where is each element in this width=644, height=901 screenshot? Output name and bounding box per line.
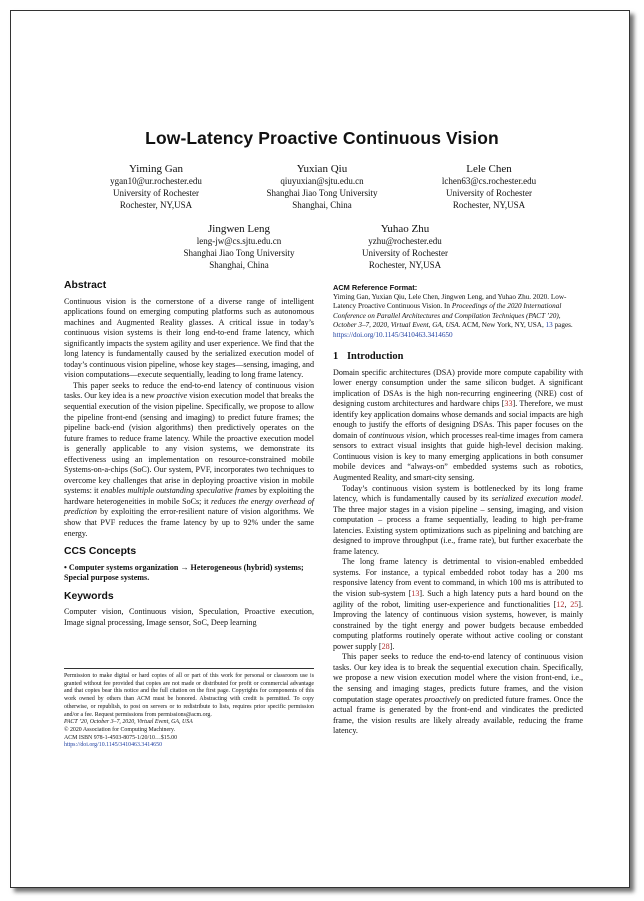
pages-link[interactable]: 13	[545, 321, 553, 329]
author-location: Shanghai, China	[209, 259, 269, 270]
citation-link[interactable]: 12	[556, 599, 565, 609]
author-email[interactable]: yzhu@rochester.edu	[368, 236, 442, 246]
acm-reference	[333, 283, 583, 340]
author-location: Rochester, NY,USA	[119, 199, 193, 210]
permission-notice: Permission to make digital or hard copies of all or part of this work for personal or classroom use is granted without fee provided that copies are not made or distributed for profit or commercial advantage and that copies bear this notice and the full citation on the first page. Copyrights for components of this work owned by others than ACM must be honored. Abstracting with credit is permitted. To copy otherwise, or republish, to post on servers or to redistribute to lists, requires prior specific permission and/or a fee. Request permissions from permissions@acm.org.	[64, 673, 314, 718]
conference-line: PACT ’20, October 3–7, 2020, Virtual Event, GA, USA	[64, 719, 193, 726]
paper-title: Low-Latency Proactive Continuous Vision	[145, 128, 499, 148]
abstract-paragraph: This paper seeks to reduce the end-to-end latency of continuous vision tasks. Our key idea is a new proactive vision execution model that breaks the sequential execution of the vision pipeline. Specifically, we propose to allow the pipeline front-end (sensing and imaging) to predict future frames; the pipeline back-end (vision algorithms) then predictively operates on the future frames to reduce frame latency. While the proactive execution model is generally applicable to any vision systems, we demonstrate its effectiveness using an implementation on resource-constrained mobile Systems-on-a-chips (SoC). Our system, PVF, incorporates two techniques to overcome key challenges that arise in deploying proactive vision in mobile systems: it enables multiple outstanding speculative frames by exploiting the hardware heterogeneities in mobile SoCs; it reduces the energy overhead of prediction by exploiting the error-resilient nature of vision algorithms. We show that PVF reduces the frame latency by up to 92% under the same energy.	[64, 380, 315, 538]
doi-link[interactable]: https://doi.org/10.1145/3410463.3414650	[64, 742, 163, 749]
author-affiliation: Shanghai Jiao Tong University	[183, 247, 295, 258]
ccs-text: • Computer systems organization → Heterogeneous (hybrid) systems; Special purpose systems.	[64, 562, 304, 583]
reference-doi-link[interactable]: https://doi.org/10.1145/3410463.3414650	[333, 330, 453, 339]
right-column	[333, 352, 583, 737]
isbn-line: ACM ISBN 978-1-4503-8075-1/20/10…$15.00	[64, 734, 178, 741]
citation-link[interactable]: 33	[504, 399, 513, 409]
author-name: Yiming Gan	[128, 163, 184, 175]
author-location: Rochester, NY,USA	[452, 199, 526, 210]
intro-paragraph: Domain specific architectures (DSA) provide more compute capability with lower energy consumption under the same silicon budget. A significant implication of DSAs is the high non-recurring engineering (NRE) cost of designing custom architectures and hardware chips [33]. Therefore, we must identify key application domains whose demands and social impacts are high enough to justify the efforts of designing DSAs. This paper focuses on the domain of continuous vision, which processes real-time images from camera sensors to extract visual insights that guide high-level decision making. Continuous vision is key to many emerging applications in both consumer mobile devices and “always-on” embedded systems such as robotics, Augmented Reality, and smart-city sensing.	[333, 367, 583, 483]
reference-heading: ACM Reference Format:	[333, 283, 418, 292]
author-location: Rochester, NY,USA	[368, 259, 442, 270]
intro-paragraph: Today’s continuous vision system is bottlenecked by its long frame latency, which is fundamentally caused by its serialized execution model. The three major stages in a vision pipeline – sensing, imaging, and vision computation – process a frame sequentially, leading to high per-frame latencies. Existing system optimizations such as pipelining and batching are designed to improve throughput (i.e., frame rate), but further exacerbate the frame latency.	[333, 483, 583, 556]
citation-link[interactable]: 13	[411, 589, 420, 599]
author-affiliation: Shanghai Jiao Tong University	[266, 187, 378, 198]
author-affiliation: University of Rochester	[113, 187, 199, 198]
reference-text: Yiming Gan, Yuxian Qiu, Lele Chen, Jingwen Leng, and Yuhao Zhu. 2020. Low-Latency Proactive Continuous Vision. In Proceedings of the 2020 International Conference on Parallel Architectures and Compilation Techniques (PACT ’20), October 3–7, 2020, Virtual Event, GA, USA. ACM, New York, NY, USA, 13 pages. https://doi.org/10.1145/3410463.3414650	[333, 292, 573, 339]
intro-paragraph: The long frame latency is detrimental to vision-enabled embedded systems. For instance, a typical embedded robot today has a 200 ms responsive latency from event to command, in which 100 ms is attributed to the vision sub-system [13]. Such a high latency puts a hard bound on the agility of the robot, limiting user-experience and functionalities [12, 25]. Improving the latency of continuous vision systems, however, is mainly constrained by the tight energy and power budgets because embedded computing platforms routinely operate without active cooling or constant power supply [28].	[333, 557, 583, 651]
keywords-heading: Keywords	[64, 590, 114, 602]
author-email[interactable]: leng-jw@cs.sjtu.edu.cn	[196, 236, 282, 246]
footnote	[64, 673, 314, 750]
author-name: Jingwen Leng	[207, 223, 270, 235]
author-email[interactable]: lchen63@cs.rochester.edu	[441, 176, 537, 186]
intro-heading: 1 Introduction	[333, 351, 404, 362]
left-column	[64, 281, 314, 628]
keywords-text: Computer vision, Continuous vision, Speculation, Proactive execution, Image signal processing, Image sensor, SoC, Deep learning	[64, 607, 314, 627]
author-affiliation: University of Rochester	[362, 247, 448, 258]
author-block	[389, 162, 589, 211]
author-name: Yuxian Qiu	[296, 163, 348, 175]
author-email[interactable]: qiuyuxian@sjtu.edu.cn	[280, 176, 364, 186]
intro-paragraph: This paper seeks to reduce the end-to-end latency of continuous vision tasks. Our key idea is to break the sequential execution chain. Specifically, we propose a new vision execution model where the vision front-end, i.e., the sensing and imaging stages, predicts future frames, and the vision computation stage operates proactively on predicted future frames. Once the actual frame is generated by the front-end and vindicates the predicted frame, the vision results are likely already available, reducing the frame latency.	[333, 652, 583, 736]
citation-link[interactable]: 25	[570, 599, 579, 609]
ccs-heading: CCS Concepts	[64, 546, 137, 558]
citation-link[interactable]: 28	[381, 641, 390, 651]
author-name: Lele Chen	[466, 163, 512, 175]
author-affiliation: University of Rochester	[446, 187, 532, 198]
author-location: Shanghai, China	[292, 199, 352, 210]
abstract-heading: Abstract	[64, 280, 107, 291]
footnote-rule	[64, 668, 314, 669]
author-name: Yuhao Zhu	[380, 223, 430, 235]
author-email[interactable]: ygan10@ur.rochester.edu	[110, 176, 202, 186]
author-block	[305, 222, 505, 271]
copyright-line: © 2020 Association for Computing Machinery.	[64, 726, 176, 733]
abstract-paragraph: Continuous vision is the cornerstone of a diverse range of intelligent applications found on emerging computing platforms such as autonomous machines and Augmented Reality glasses. A critical issue in today’s continuous vision systems is their long end-to-end frame latency, which significantly impacts the system agility and user experience. We find that the long latency is fundamentally caused by the serialized execution model of today’s continuous vision pipeline, whose key stages—sensing, imaging, and vision computations—execute sequentially, leading to long frame latency.	[64, 296, 314, 380]
